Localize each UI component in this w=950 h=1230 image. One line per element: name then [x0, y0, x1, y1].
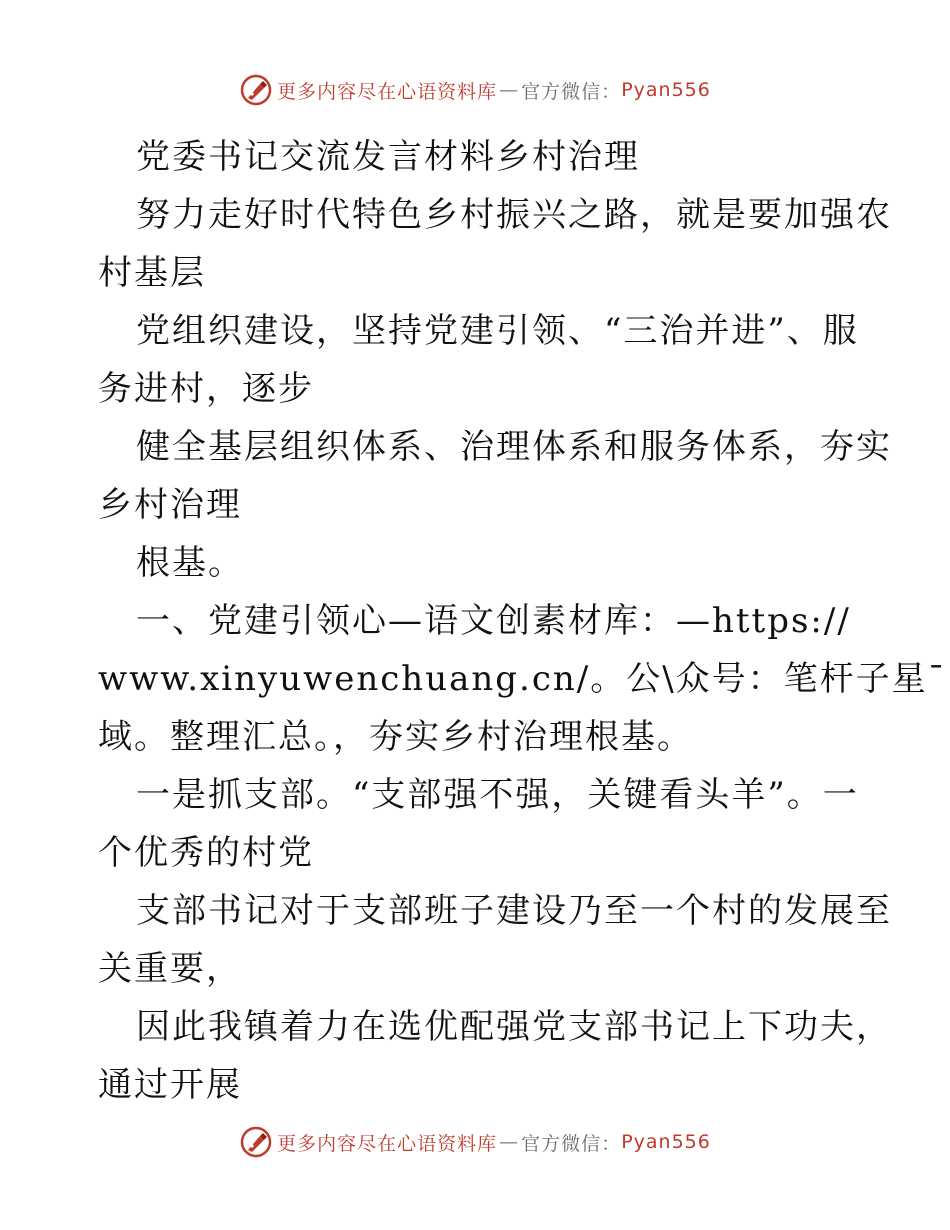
text-line: www.xinyuwenchuang.cn/。公\众号：笔杆子星¯ — [98, 659, 947, 699]
text-line: 乡村治理 — [98, 485, 242, 525]
text-line: 域。整理汇总。，夯实乡村治理根基。 — [98, 717, 693, 757]
text-line: 因此我镇着力在选优配强党支部书记上下功夫， — [136, 1007, 892, 1047]
text-line: 健全基层组织体系、治理体系和服务体系，夯实 — [136, 427, 892, 467]
footer-watermark-banner — [0, 1122, 950, 1162]
banner-separator: — — [499, 1131, 520, 1153]
banner-wechat-label: 官方微信： — [521, 1132, 622, 1155]
document-title: 党委书记交流发言材料乡村治理 — [136, 137, 640, 177]
banner-text: 更多内容尽在心语资料库 — [277, 1132, 498, 1155]
text-line: 支部书记对于支部班子建设乃至一个村的发展至 — [136, 891, 892, 931]
pen-logo-icon — [239, 73, 273, 107]
text-line: 通过开展 — [98, 1065, 242, 1105]
text-line: 村基层 — [98, 253, 206, 293]
text-line: 根基。 — [136, 543, 244, 583]
text-line: 务进村，逐步 — [98, 369, 314, 409]
header-watermark-banner — [0, 70, 950, 110]
section-heading: 一、党建引领心—语文创素材库：—https:// — [136, 601, 851, 641]
text-line: 党组织建设，坚持党建引领、“三治并进”、服 — [136, 311, 859, 351]
banner-wechat-label: 官方微信： — [521, 80, 622, 103]
pen-logo-icon — [239, 1125, 273, 1159]
text-line: 关重要， — [98, 949, 242, 989]
banner-wechat-id: Pyan556 — [621, 1131, 711, 1153]
text-line: 努力走好时代特色乡村振兴之路，就是要加强农 — [136, 195, 892, 235]
banner-wechat-id: Pyan556 — [621, 79, 711, 101]
banner-text: 更多内容尽在心语资料库 — [277, 80, 498, 103]
text-line: 个优秀的村党 — [98, 833, 314, 873]
document-body — [98, 128, 947, 1114]
banner-separator: — — [499, 79, 520, 101]
text-line: 一是抓支部。“支部强不强，关键看头羊”。一 — [136, 775, 859, 815]
